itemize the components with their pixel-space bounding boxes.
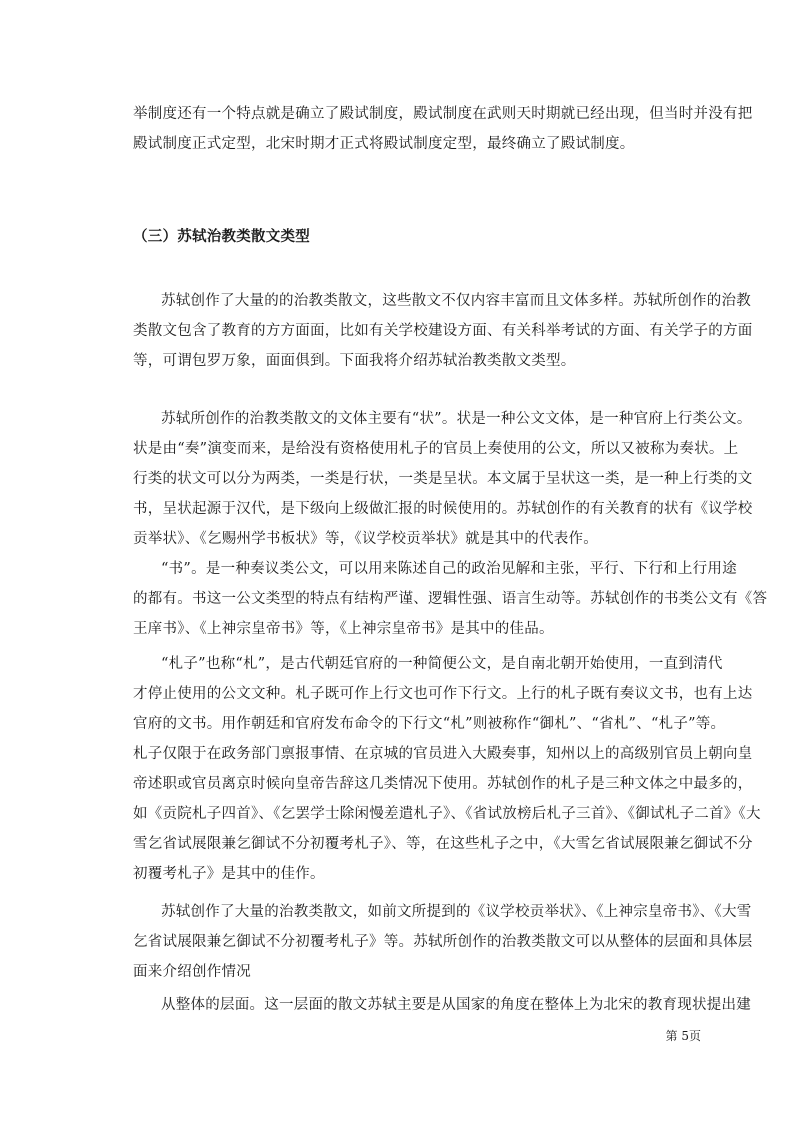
section-heading: （三）苏轼治教类散文类型 — [133, 228, 310, 245]
paragraph-line: 殿试制度正式定型，北宋时期才正式将殿试制度定型，最终确立了殿试制度。 — [133, 136, 635, 152]
paragraph-line: “札子”也称“札”，是古代朝廷官府的一种简便公文，是自南北朝开始使用，一直到清代 — [161, 656, 723, 672]
paragraph-line: 的都有。书这一公文类型的特点有结构严谨、逻辑性强、语言生动等。苏轼创作的书类公文有《答 — [133, 591, 768, 607]
paragraph-line: 举制度还有一个特点就是确立了殿试制度，殿试制度在武则天时期就已经出现，但当时并没有把 — [133, 106, 753, 122]
paragraph-line: 苏轼所创作的治教类散文的文体主要有“状”。状是一种公文文体，是一种官府上行类公文。 — [161, 411, 752, 427]
paragraph-line: 类散文包含了教育的方方面面，比如有关学校建设方面、有关科举考试的方面、有关学子的方面 — [133, 323, 753, 339]
paragraph-line: 状是由“奏”演变而来，是给没有资格使用札子的官员上奏使用的公文，所以又被称为奏状。上 — [133, 441, 739, 457]
paragraph-line: 官府的文书。用作朝廷和官府发布命令的下行文“札”则被称作“御札”、“省札”、“札子”等。 — [133, 716, 726, 732]
paragraph-line: 雪乞省试展限兼乞御试不分初覆考札子》、等，在这些札子之中，《大雪乞省试展限兼乞御试不分 — [133, 836, 753, 852]
paragraph-line: 书，呈状起源于汉代，是下级向上级做汇报的时候使用的。苏轼创作的有关教育的状有《议学校 — [133, 501, 753, 517]
paragraph-line: “书”。是一种奏议类公文，可以用来陈述自己的政治见解和主张，平行、下行和上行用途 — [161, 561, 737, 577]
paragraph-line: 苏轼创作了大量的的治教类散文，这些散文不仅内容丰富而且文体多样。苏轼所创作的治教 — [161, 293, 751, 309]
paragraph-line: 面来介绍创作情况 — [133, 964, 251, 980]
paragraph-line: 贡举状》、《乞赐州学书板状》等，《议学校贡举状》就是其中的代表作。 — [133, 531, 598, 547]
paragraph-line: 乞省试展限兼乞御试不分初覆考札子》等。苏轼所创作的治教类散文可以从整体的层面和具体层 — [133, 934, 753, 950]
paragraph-line: 帝述职或官员离京时候向皇帝告辞这几类情况下使用。苏轼创作的札子是三种文体之中最多的， — [133, 776, 753, 792]
paragraph-line: 札子仅限于在政务部门禀报事情、在京城的官员进入大殿奏事，知州以上的高级别官员上朝向皇 — [133, 746, 753, 762]
paragraph-line: 苏轼创作了大量的治教类散文，如前文所提到的《议学校贡举状》、《上神宗皇帝书》、《大雪 — [161, 904, 752, 920]
paragraph-line: 行类的状文可以分为两类，一类是行状，一类是呈状。本文属于呈状这一类，是一种上行类的文 — [133, 471, 753, 487]
paragraph-line: 才停止使用的公文文种。札子既可作上行文也可作下行文。上行的札子既有奏议文书，也有上达 — [133, 686, 753, 702]
page-number: 第 5页 — [665, 1029, 701, 1043]
paragraph-line: 如《贡院札子四首》、《乞罢学士除闲慢差遣札子》、《省试放榜后札子三首》、《御试札子二首》《大 — [133, 806, 761, 822]
paragraph-line: 等，可谓包罗万象，面面俱到。下面我将介绍苏轼治教类散文类型。 — [133, 353, 576, 369]
paragraph-line: 初覆考札子》是其中的佳作。 — [133, 866, 325, 882]
paragraph-line: 从整体的层面。这一层面的散文苏轼主要是从国家的角度在整体上为北宋的教育现状提出建 — [161, 997, 751, 1013]
paragraph-line: 王庠书》、《上神宗皇帝书》等，《上神宗皇帝书》是其中的佳品。 — [133, 621, 554, 637]
